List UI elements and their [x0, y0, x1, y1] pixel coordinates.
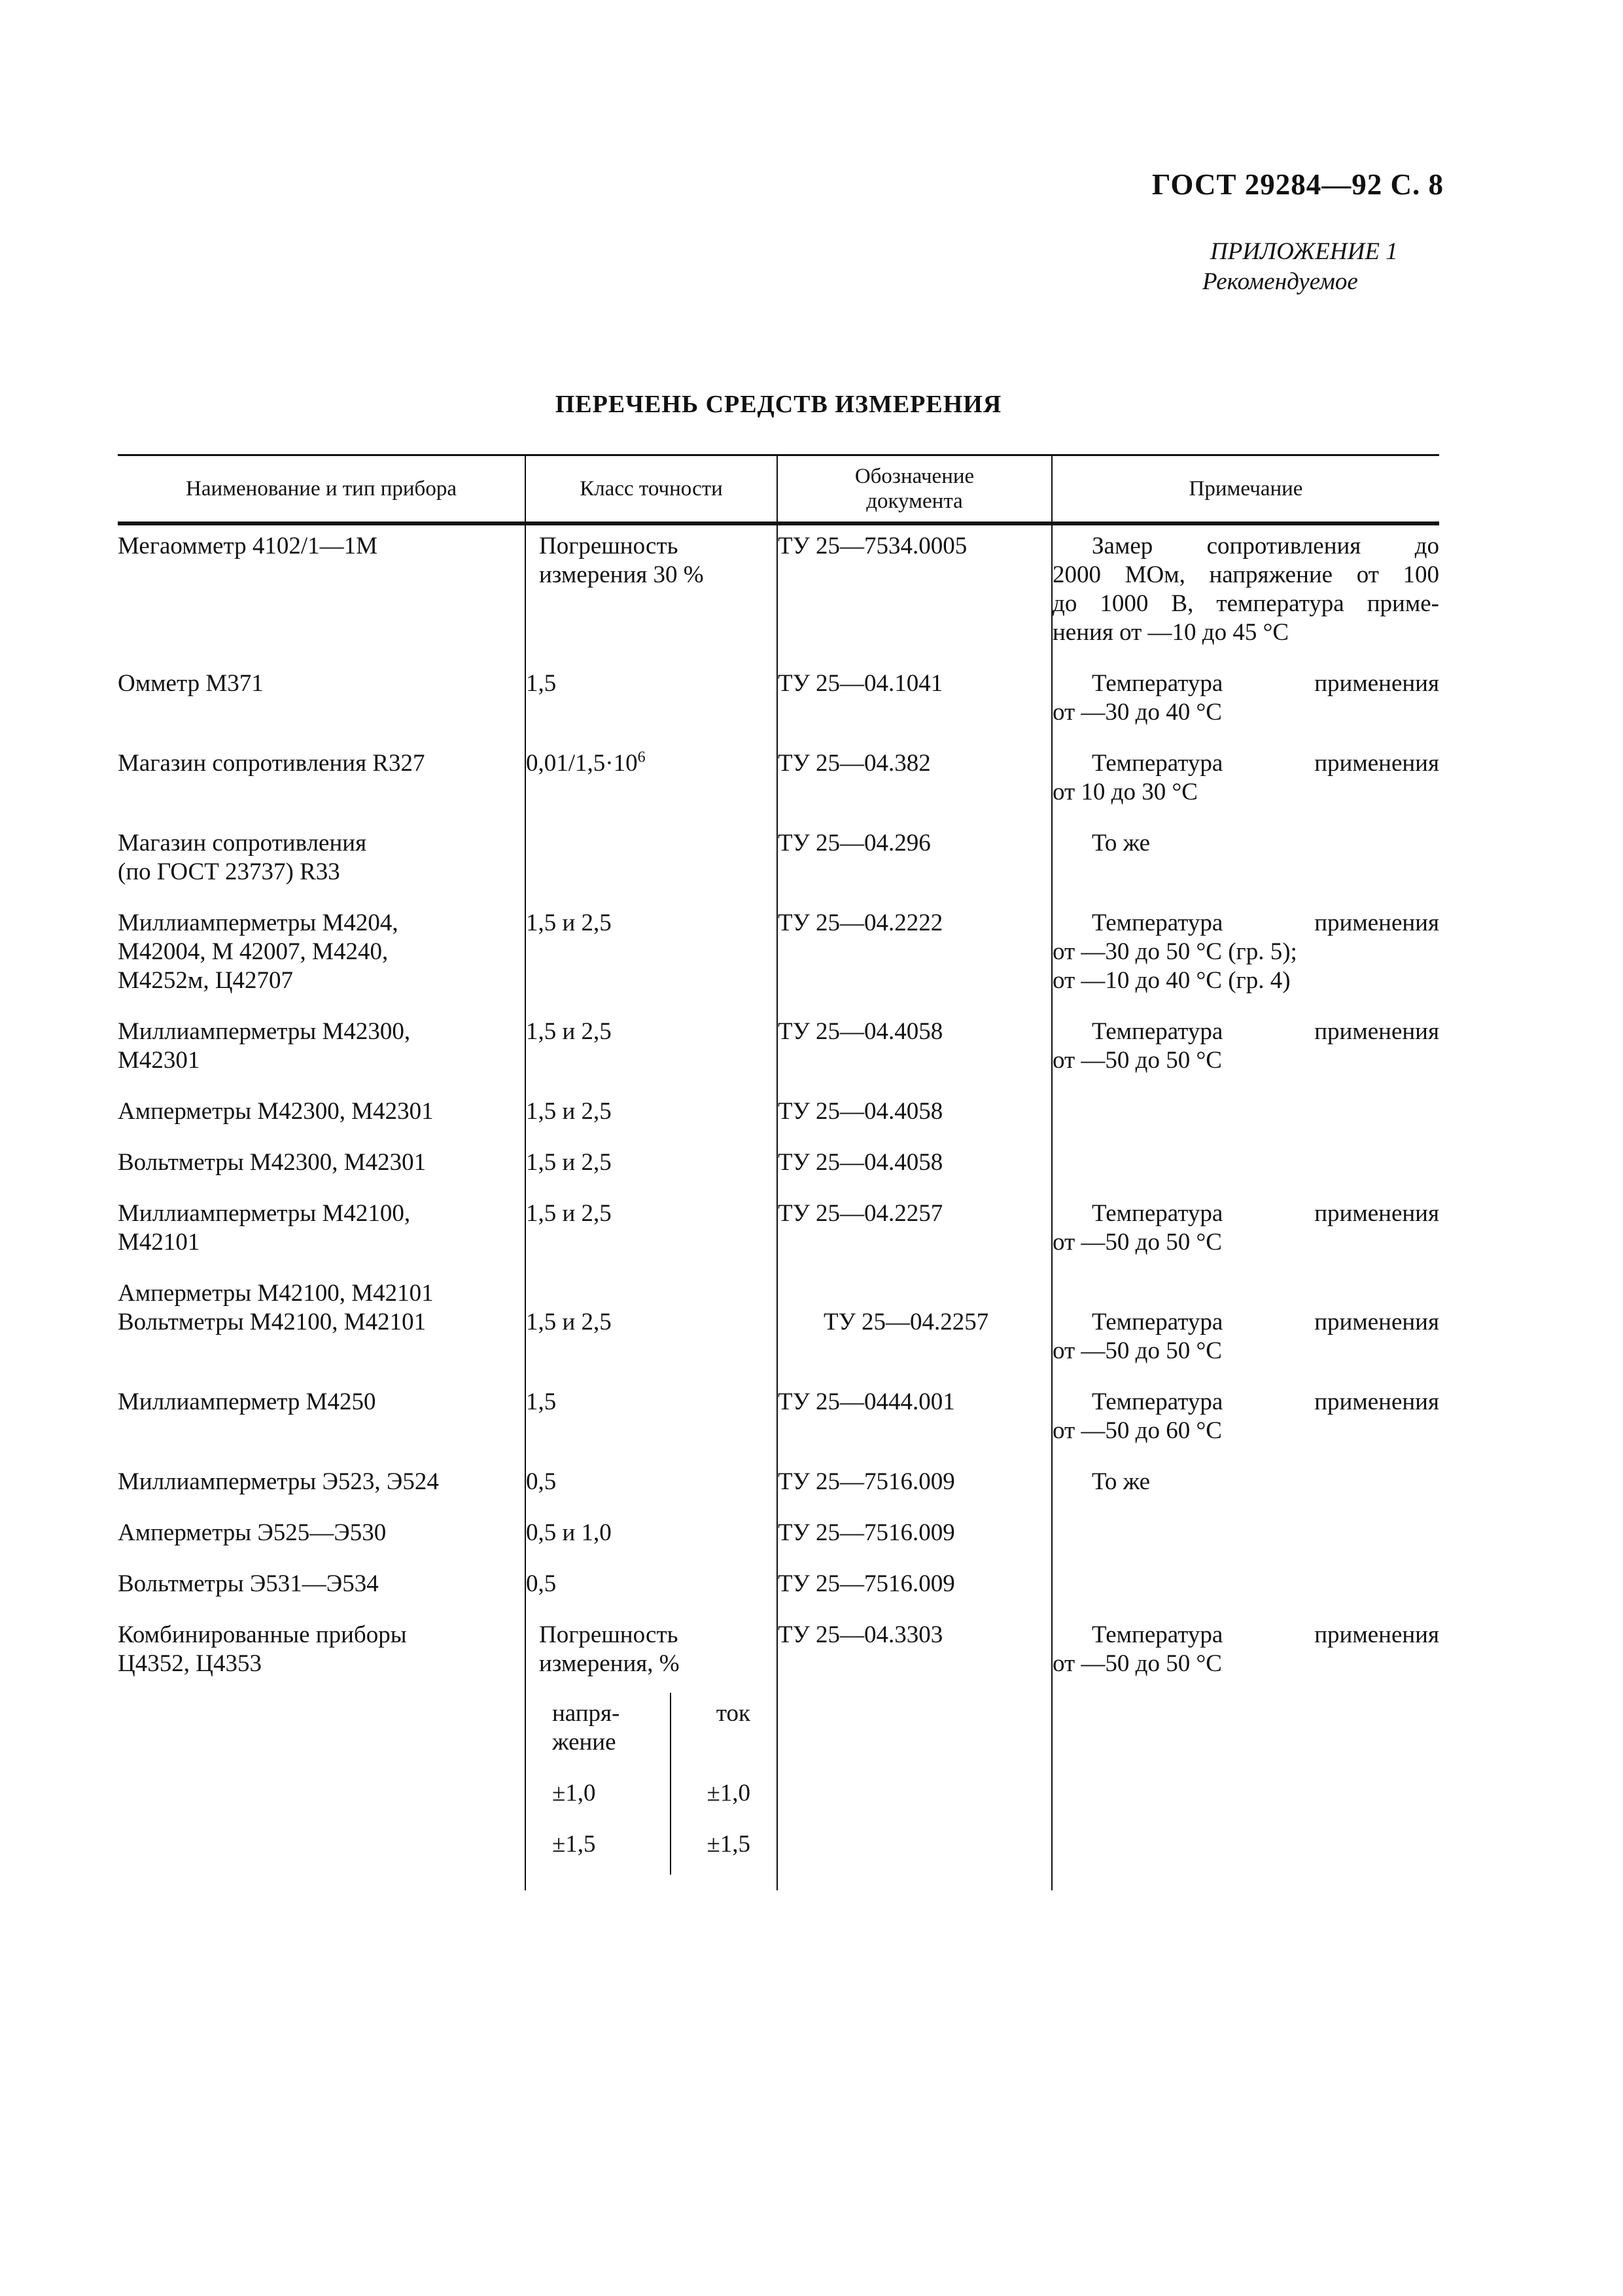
cell-document-code — [777, 1091, 1052, 1142]
instrument-name-line: Миллиамперметр М4250 — [118, 1388, 376, 1415]
cell-accuracy-class — [525, 1193, 777, 1273]
document-code-line: ТУ 25—7516.009 — [778, 1570, 955, 1597]
cell-accuracy-class — [525, 1381, 777, 1461]
instrument-name-line: М42301 — [118, 1046, 200, 1074]
accuracy-class-line — [526, 1279, 777, 1308]
header-class: Класс точности — [525, 455, 777, 523]
instrument-name-line: Амперметры М42300, М42301 — [118, 1097, 434, 1125]
cell-instrument-name — [118, 1011, 525, 1091]
subtable-value-row — [539, 1824, 777, 1875]
header-name: Наименование и тип прибора — [118, 455, 525, 523]
cell-document-code — [777, 523, 1052, 663]
note-line: от —50 до 50 °С — [1053, 1228, 1222, 1256]
note-line: Температура применения — [1092, 1621, 1439, 1648]
header-document: Обозначение документа — [777, 455, 1052, 523]
document-code-line: ТУ 25—04.2222 — [778, 909, 943, 936]
cell-instrument-name — [118, 1563, 525, 1614]
note-line: от —50 до 60 °С — [1053, 1417, 1222, 1444]
instruments-table — [118, 454, 1439, 1890]
table-header-row — [118, 455, 1439, 523]
note-line: Температура применения — [1092, 1199, 1439, 1227]
table-row — [118, 1614, 1439, 1890]
table-row — [118, 1563, 1439, 1614]
instrument-name-line: Амперметры М42100, М42101 — [118, 1279, 434, 1307]
subtable-head-current — [671, 1693, 777, 1773]
table-row — [118, 1512, 1439, 1563]
accuracy-class-value: 0,01/1,5·10 — [526, 749, 638, 777]
spacer — [824, 1279, 1051, 1308]
note-line: от —50 до 50 °С — [1053, 1046, 1222, 1074]
cell-note — [1052, 1193, 1439, 1273]
table-row — [118, 663, 1439, 743]
instrument-name-line: Комбинированные приборы — [118, 1621, 407, 1648]
cell-note — [1052, 822, 1439, 902]
cell-note — [1052, 1381, 1439, 1461]
error-subtable — [539, 1693, 777, 1875]
table-row — [118, 1091, 1439, 1142]
note-line: от —10 до 40 °С (гр. 4) — [1053, 966, 1291, 994]
cell-note — [1052, 1273, 1439, 1381]
cell-instrument-name — [118, 902, 525, 1011]
subtable-voltage-value: ±1,5 — [539, 1824, 671, 1875]
document-code-line: ТУ 25—04.4058 — [778, 1148, 943, 1176]
cell-instrument-name — [118, 822, 525, 902]
instrument-name-line: Миллиамперметры М4204, — [118, 909, 398, 936]
cell-instrument-name — [118, 1091, 525, 1142]
table-row — [118, 743, 1439, 822]
instrument-name-line: Вольтметры М42300, М42301 — [118, 1148, 427, 1176]
document-code-line: ТУ 25—04.296 — [778, 829, 931, 857]
note-line: до 1000 В, температура приме- — [1053, 590, 1439, 617]
appendix-label — [1202, 237, 1398, 297]
cell-document-code — [777, 1011, 1052, 1091]
appendix-number: ПРИЛОЖЕНИЕ 1 — [1210, 238, 1398, 265]
page-title: ПЕРЕЧЕНЬ СРЕДСТВ ИЗМЕРЕНИЯ — [555, 391, 1002, 418]
note-line: Температура применения — [1092, 909, 1439, 936]
cell-instrument-name — [118, 1512, 525, 1563]
note-line: Температура применения — [1092, 1308, 1439, 1335]
instrument-name-line: Миллиамперметры М42100, — [118, 1199, 411, 1227]
instrument-name-line: Амперметры Э525—Э530 — [118, 1519, 387, 1546]
note-line: 2000 МОм, напряжение от 100 — [1053, 561, 1439, 588]
cell-document-code — [777, 1381, 1052, 1461]
subtable-head-voltage — [539, 1693, 671, 1773]
accuracy-class-line: 0,5 — [526, 1468, 557, 1495]
table-body — [118, 523, 1439, 1890]
cell-instrument-name — [118, 663, 525, 743]
document-code-line: ТУ 25—04.2257 — [778, 1199, 943, 1227]
cell-instrument-name — [118, 1273, 525, 1381]
accuracy-class-line — [526, 749, 777, 778]
cell-document-code — [777, 1193, 1052, 1273]
subtable-current-value: ±1,5 — [671, 1824, 777, 1875]
cell-note — [1052, 902, 1439, 1011]
cell-document-code — [777, 1273, 1052, 1381]
cell-document-code — [777, 1142, 1052, 1193]
cell-document-code — [777, 1614, 1052, 1890]
cell-instrument-name — [118, 1614, 525, 1890]
document-code-line: ТУ 25—7516.009 — [778, 1468, 955, 1495]
cell-accuracy-class — [525, 523, 777, 663]
note-line: нения от —10 до 45 °С — [1053, 618, 1289, 646]
cell-document-code — [777, 902, 1052, 1011]
subtable-head-line: ток — [716, 1699, 750, 1727]
spacer — [1053, 1279, 1439, 1308]
header-note: Примечание — [1052, 455, 1439, 523]
instrument-name-line: М42004, М 42007, М4240, — [118, 938, 389, 965]
cell-instrument-name — [118, 1193, 525, 1273]
subtable-current-value: ±1,0 — [671, 1773, 777, 1824]
cell-accuracy-class — [525, 1512, 777, 1563]
accuracy-class-line: 0,5 — [526, 1570, 557, 1597]
instrument-name-line: Миллиамперметры Э523, Э524 — [118, 1468, 439, 1495]
cell-accuracy-class — [525, 743, 777, 822]
accuracy-class-exponent: 6 — [637, 749, 646, 766]
subtable-value-row — [539, 1773, 777, 1824]
cell-instrument-name — [118, 523, 525, 663]
note-line: Замер сопротивления до — [1092, 532, 1439, 559]
instrument-name-line: Вольтметры М42100, М42101 — [118, 1308, 427, 1335]
accuracy-class-line: измерения, % — [539, 1650, 680, 1677]
document-code-line: ТУ 25—04.2257 — [824, 1308, 989, 1335]
cell-instrument-name — [118, 1142, 525, 1193]
cell-accuracy-class — [525, 1614, 777, 1890]
note-line: Температура применения — [1092, 669, 1439, 697]
instrument-name-line: М42101 — [118, 1228, 200, 1256]
document-code-line: ТУ 25—0444.001 — [778, 1388, 955, 1415]
appendix-status: Рекомендуемое — [1202, 268, 1358, 295]
table-row — [118, 1193, 1439, 1273]
document-code-line: ТУ 25—04.382 — [778, 749, 931, 777]
accuracy-class-line: 1,5 и 2,5 — [526, 1199, 612, 1227]
note-line: То же — [1092, 1468, 1151, 1495]
cell-note — [1052, 1091, 1439, 1142]
document-code-line: ТУ 25—04.4058 — [778, 1017, 943, 1045]
cell-note — [1052, 743, 1439, 822]
table-row — [118, 1011, 1439, 1091]
accuracy-class-line: Погрешность — [539, 1621, 678, 1648]
note-line: от —50 до 50 °С — [1053, 1337, 1222, 1364]
accuracy-class-line: 1,5 и 2,5 — [526, 909, 612, 936]
cell-note — [1052, 1011, 1439, 1091]
instrument-name-line: Ц4352, Ц4353 — [118, 1650, 262, 1677]
table-row — [118, 822, 1439, 902]
cell-document-code — [777, 1461, 1052, 1512]
cell-accuracy-class — [525, 1091, 777, 1142]
instrument-name-line: Мегаомметр 4102/1—1М — [118, 532, 378, 559]
instrument-name-line: Вольтметры Э531—Э534 — [118, 1570, 379, 1597]
document-code-line: ТУ 25—04.1041 — [778, 669, 943, 697]
document-code: ГОСТ 29284—92 С. 8 — [1151, 168, 1444, 201]
cell-instrument-name — [118, 743, 525, 822]
instrument-name-line: (по ГОСТ 23737) R33 — [118, 858, 340, 885]
cell-accuracy-class — [525, 1142, 777, 1193]
cell-accuracy-class — [525, 1563, 777, 1614]
cell-document-code — [777, 822, 1052, 902]
accuracy-class-line: 1,5 — [526, 1388, 557, 1415]
accuracy-class-line: измерения 30 % — [539, 561, 704, 588]
note-line: от 10 до 30 °С — [1053, 778, 1198, 805]
accuracy-class-line: 1,5 — [526, 669, 557, 697]
cell-note — [1052, 1563, 1439, 1614]
accuracy-class-line: 1,5 и 2,5 — [526, 1308, 612, 1335]
instrument-name-line: Миллиамперметры М42300, — [118, 1017, 411, 1045]
accuracy-class-line: 0,5 и 1,0 — [526, 1519, 612, 1546]
accuracy-class-line: Погрешность — [539, 532, 678, 559]
cell-accuracy-class — [525, 663, 777, 743]
instrument-name-line: Магазин сопротивления R327 — [118, 749, 425, 777]
cell-note — [1052, 1512, 1439, 1563]
table-row — [118, 523, 1439, 663]
cell-accuracy-class — [525, 902, 777, 1011]
cell-document-code — [777, 1512, 1052, 1563]
note-line: от —30 до 40 °С — [1053, 698, 1222, 726]
cell-document-code — [777, 743, 1052, 822]
cell-accuracy-class — [525, 822, 777, 902]
cell-note — [1052, 1142, 1439, 1193]
cell-instrument-name — [118, 1381, 525, 1461]
note-line: от —30 до 50 °С (гр. 5); — [1053, 938, 1297, 965]
note-line: То же — [1092, 829, 1151, 857]
cell-note — [1052, 523, 1439, 663]
cell-accuracy-class — [525, 1461, 777, 1512]
document-code-line: ТУ 25—04.3303 — [778, 1621, 943, 1648]
accuracy-class-line: 1,5 и 2,5 — [526, 1097, 612, 1125]
cell-accuracy-class — [525, 1011, 777, 1091]
cell-accuracy-class — [525, 1273, 777, 1381]
cell-document-code — [777, 663, 1052, 743]
table-row — [118, 902, 1439, 1011]
document-header — [1152, 168, 1444, 202]
instrument-name-line: М4252м, Ц42707 — [118, 966, 294, 994]
accuracy-class-line: 1,5 и 2,5 — [526, 1017, 612, 1045]
table-row — [118, 1142, 1439, 1193]
table-row — [118, 1273, 1439, 1381]
instrument-name-line: Магазин сопротивления — [118, 829, 367, 857]
document-code-line: ТУ 25—7516.009 — [778, 1519, 955, 1546]
document-code-line: ТУ 25—7534.0005 — [778, 532, 968, 559]
instrument-name-line: Омметр М371 — [118, 669, 264, 697]
table-row — [118, 1461, 1439, 1512]
cell-note — [1052, 1614, 1439, 1890]
note-line: Температура применения — [1092, 1388, 1439, 1415]
subtable-header-row — [539, 1693, 777, 1773]
subtable-head-line: жение — [552, 1728, 616, 1756]
cell-instrument-name — [118, 1461, 525, 1512]
subtable-head-line: напря- — [552, 1699, 620, 1727]
note-line: Температура применения — [1092, 749, 1439, 777]
table-row — [118, 1381, 1439, 1461]
cell-document-code — [777, 1563, 1052, 1614]
note-line: Температура применения — [1092, 1017, 1439, 1045]
accuracy-class-line: 1,5 и 2,5 — [526, 1148, 612, 1176]
cell-note — [1052, 663, 1439, 743]
cell-note — [1052, 1461, 1439, 1512]
document-code-line: ТУ 25—04.4058 — [778, 1097, 943, 1125]
note-line: от —50 до 50 °С — [1053, 1650, 1222, 1677]
subtable-voltage-value: ±1,0 — [539, 1773, 671, 1824]
